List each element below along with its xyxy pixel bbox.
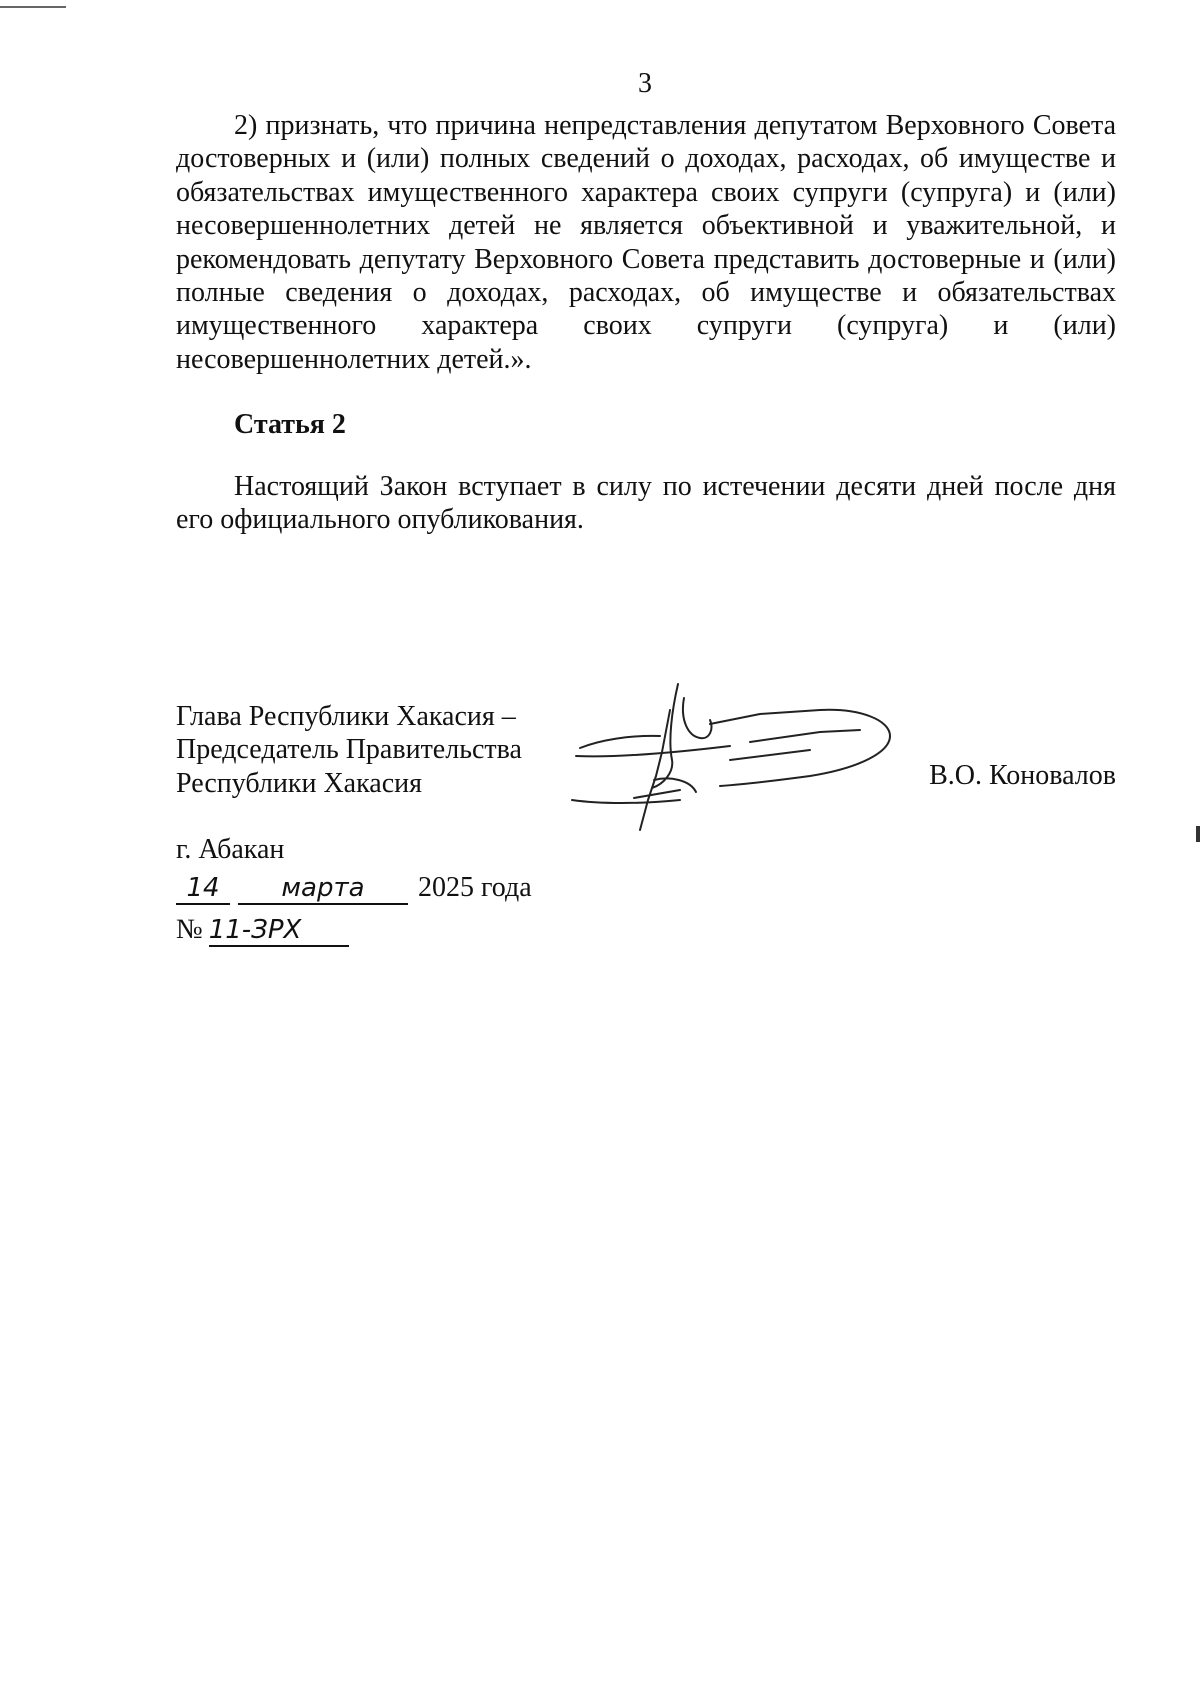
paragraph-2-text: 2) признать, что причина непредставления депутатом Верховного Совета достоверных и (или) полных сведений о доходах, расходах, об имуществе и обязательствах имущественного характера своих супруги (супруга) и (или) несовершеннолетних детей не является объективной и уважительной, и рекомендовать депутату Верховного Совета представить достоверные и (или) полные сведения о доходах, расходах, об имуществе и обязательствах имущественного характера своих супруги (супруга) и (или) несовершеннолетних детей.». (176, 110, 1116, 375)
article-2-paragraph (176, 470, 1116, 537)
date-day-handwritten: 14 (176, 873, 230, 905)
signatory-name: В.О. Коновалов (929, 760, 1116, 791)
signatory-title (176, 700, 522, 800)
page-number: 3 (638, 68, 652, 99)
number-label: № (176, 914, 203, 945)
signatory-title-line-2: Председатель Правительства (176, 734, 522, 766)
article-heading: Статья 2 (234, 409, 346, 440)
number-value-handwritten: 11-ЗРХ (209, 915, 349, 947)
law-number (176, 914, 349, 947)
handwritten-signature-icon (560, 680, 940, 840)
scan-edge-mark-right (1196, 826, 1200, 842)
signing-date (176, 872, 532, 912)
signatory-title-line-3: Республики Хакасия (176, 767, 423, 799)
place-of-signing: г. Абакан (176, 834, 285, 865)
signatory-title-line-1: Глава Республики Хакасия – (176, 701, 516, 732)
date-month-handwritten: марта (238, 873, 408, 905)
date-year: 2025 года (418, 872, 532, 903)
paragraph-2 (176, 109, 1116, 376)
scan-edge-mark (0, 0, 66, 8)
article-2-text: Настоящий Закон вступает в силу по истечении десяти дней после дня его официального опубликования. (176, 471, 1116, 536)
